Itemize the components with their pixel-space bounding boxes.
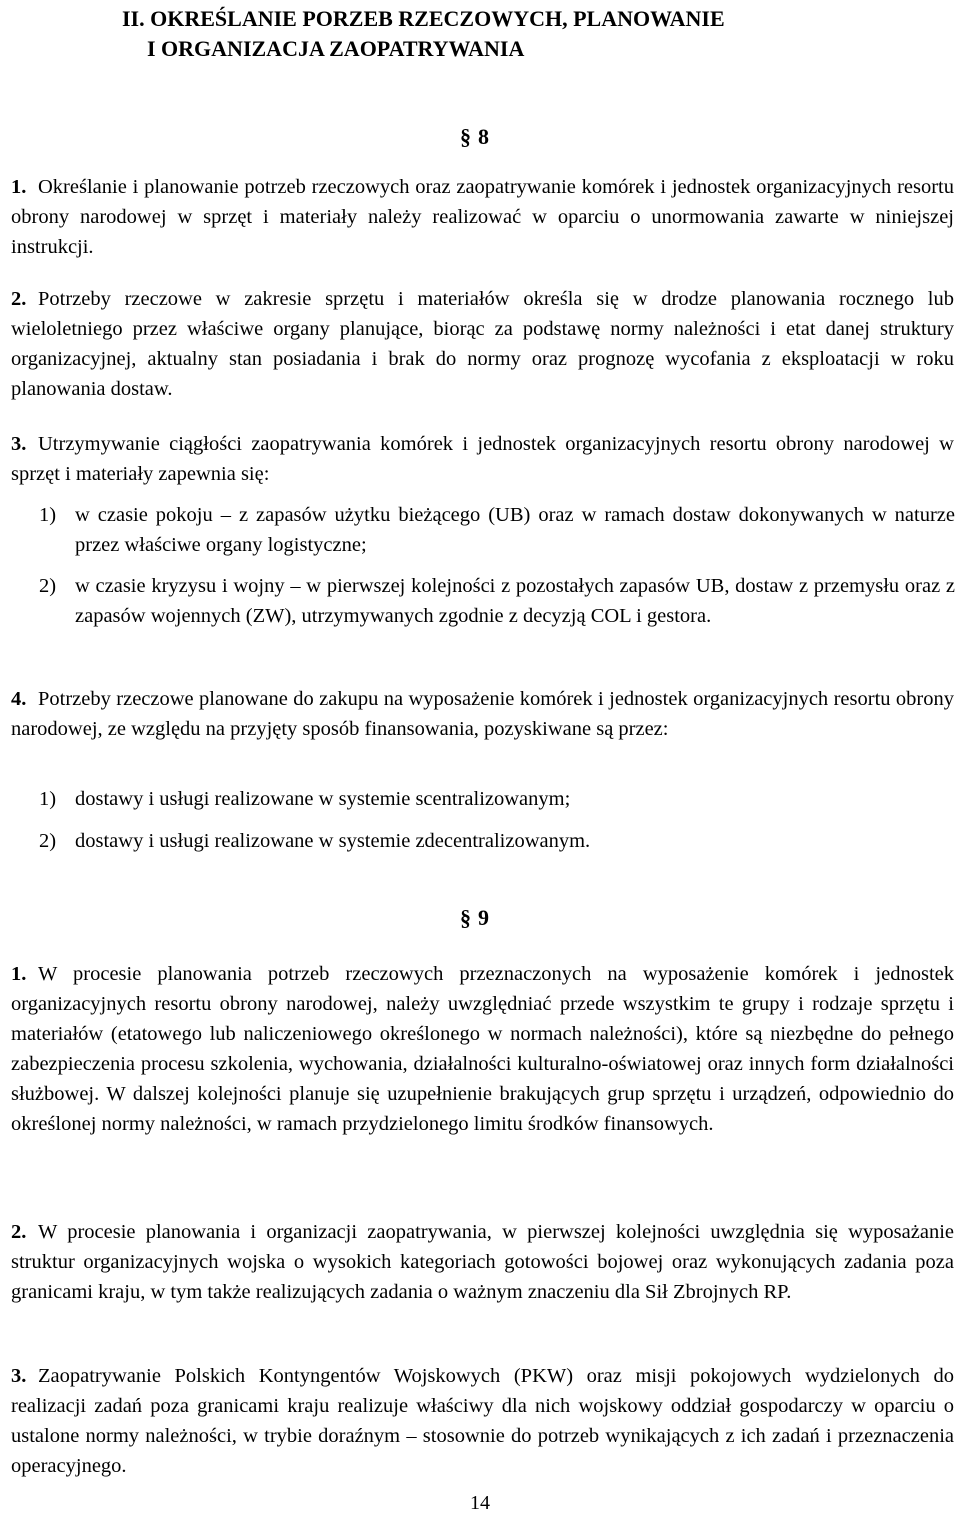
list-item bbox=[39, 784, 955, 814]
list-item-number: 1) bbox=[39, 788, 57, 810]
paragraph-number: 4. bbox=[11, 688, 27, 710]
paragraph-text: Określanie i planowanie potrzeb rzeczowych oraz zaopatrywanie komórek i jednostek organizacyjnych resortu obrony narodowej w sprzęt i materiały należy realizować w oparciu o unormowania zawarte w niniejszej instrukcji. bbox=[11, 176, 954, 258]
paragraph-text: Zaopatrywanie Polskich Kontyngentów Wojskowych (PKW) oraz misji pokojowych wydzielonych do realizacji zadań poza granicami kraju realizuje właściwy dla nich wojskowy oddział gospodarczy w oparciu o ustalone normy należności, w trybie doraźnym – stosownie do potrzeb wynikających z ich zadań i przeznaczenia operacyjnego. bbox=[11, 1365, 954, 1477]
paragraph-text: W procesie planowania potrzeb rzeczowych przeznaczonych na wyposażenie komórek i jednostek organizacyjnych resortu obrony narodowej, należy uwzględniać przede wszystkim te grupy i rodzaje sprzętu i materiałów (etatowego lub naliczeniowego określonego w normach należności), które są niezbędne do pełnego zabezpieczenia procesu szkolenia, wychowania, działalności kulturalno-oświatowej oraz innych form działalności służbowej. W dalszej kolejności planuje się uzupełnienie brakujących grup sprzętu i urządzeń, odpowiednio do określonej normy należności, w ramach przydzielonego limitu środków finansowych. bbox=[11, 963, 954, 1135]
section-number: 8 bbox=[478, 124, 489, 149]
chapter-heading-line2: I ORGANIZACJA ZAOPATRYWANIA bbox=[147, 36, 525, 61]
paragraph bbox=[11, 429, 954, 489]
paragraph bbox=[11, 1217, 954, 1307]
paragraph bbox=[11, 959, 954, 1139]
paragraph bbox=[11, 172, 954, 262]
list-item-number: 1) bbox=[39, 504, 57, 526]
section-symbol: § bbox=[460, 124, 471, 149]
section-heading-8 bbox=[0, 124, 960, 154]
paragraph-number: 3. bbox=[11, 433, 27, 455]
paragraph-text: Potrzeby rzeczowe w zakresie sprzętu i materiałów określa się w drodze planowania rocznego lub wieloletniego przez właściwe organy planujące, biorąc za podstawę normy należności i etat danej struktury organizacyjnej, aktualny stan posiadania i brak do normy oraz prognozę wycofania z eksploatacji w roku planowania dostaw. bbox=[11, 288, 954, 400]
paragraph-number: 2. bbox=[11, 288, 27, 310]
list-item bbox=[39, 826, 955, 856]
paragraph-text: Potrzeby rzeczowe planowane do zakupu na wyposażenie komórek i jednostek organizacyjnych resortu obrony narodowej, ze względu na przyjęty sposób finansowania, pozyskiwane są przez: bbox=[11, 688, 954, 740]
list-item-number: 2) bbox=[39, 575, 57, 597]
list-item-text: dostawy i usługi realizowane w systemie zdecentralizowanym. bbox=[75, 830, 591, 852]
list-item bbox=[39, 571, 955, 631]
section-number: 9 bbox=[478, 905, 489, 930]
paragraph-number: 2. bbox=[11, 1221, 27, 1243]
list-item-text: w czasie kryzysu i wojny – w pierwszej kolejności z pozostałych zapasów UB, dostaw z przemysłu oraz z zapasów wojennych (ZW), utrzymywanych zgodnie z decyzją COL i gestora. bbox=[75, 575, 955, 627]
chapter-heading-line1: II. OKREŚLANIE PORZEB RZECZOWYCH, PLANOWANIE bbox=[122, 6, 725, 31]
list-item-text: dostawy i usługi realizowane w systemie scentralizowanym; bbox=[75, 788, 571, 810]
list-item bbox=[39, 500, 955, 560]
paragraph-number: 1. bbox=[11, 963, 27, 985]
section-symbol: § bbox=[460, 905, 471, 930]
list-item-number: 2) bbox=[39, 830, 57, 852]
page-number: 14 bbox=[470, 1492, 490, 1514]
paragraph-number: 1. bbox=[11, 176, 27, 198]
section-heading-9 bbox=[0, 905, 960, 935]
paragraph bbox=[11, 1361, 954, 1481]
paragraph-text: Utrzymywanie ciągłości zaopatrywania komórek i jednostek organizacyjnych resortu obrony narodowej w sprzęt i materiały zapewnia się: bbox=[11, 433, 954, 485]
chapter-heading bbox=[122, 4, 725, 64]
list-item-text: w czasie pokoju – z zapasów użytku bieżącego (UB) oraz w ramach dostaw dokonywanych w naturze przez właściwe organy logistyczne; bbox=[75, 504, 955, 556]
paragraph-number: 3. bbox=[11, 1365, 27, 1387]
paragraph bbox=[11, 684, 954, 744]
paragraph bbox=[11, 284, 954, 404]
paragraph-text: W procesie planowania i organizacji zaopatrywania, w pierwszej kolejności uwzględnia się wyposażanie struktur organizacyjnych wojska o wysokich kategoriach gotowości bojowej oraz wykonujących zadania poza granicami kraju, w tym także realizujących zadania o ważnym znaczeniu dla Sił Zbrojnych RP. bbox=[11, 1221, 954, 1303]
